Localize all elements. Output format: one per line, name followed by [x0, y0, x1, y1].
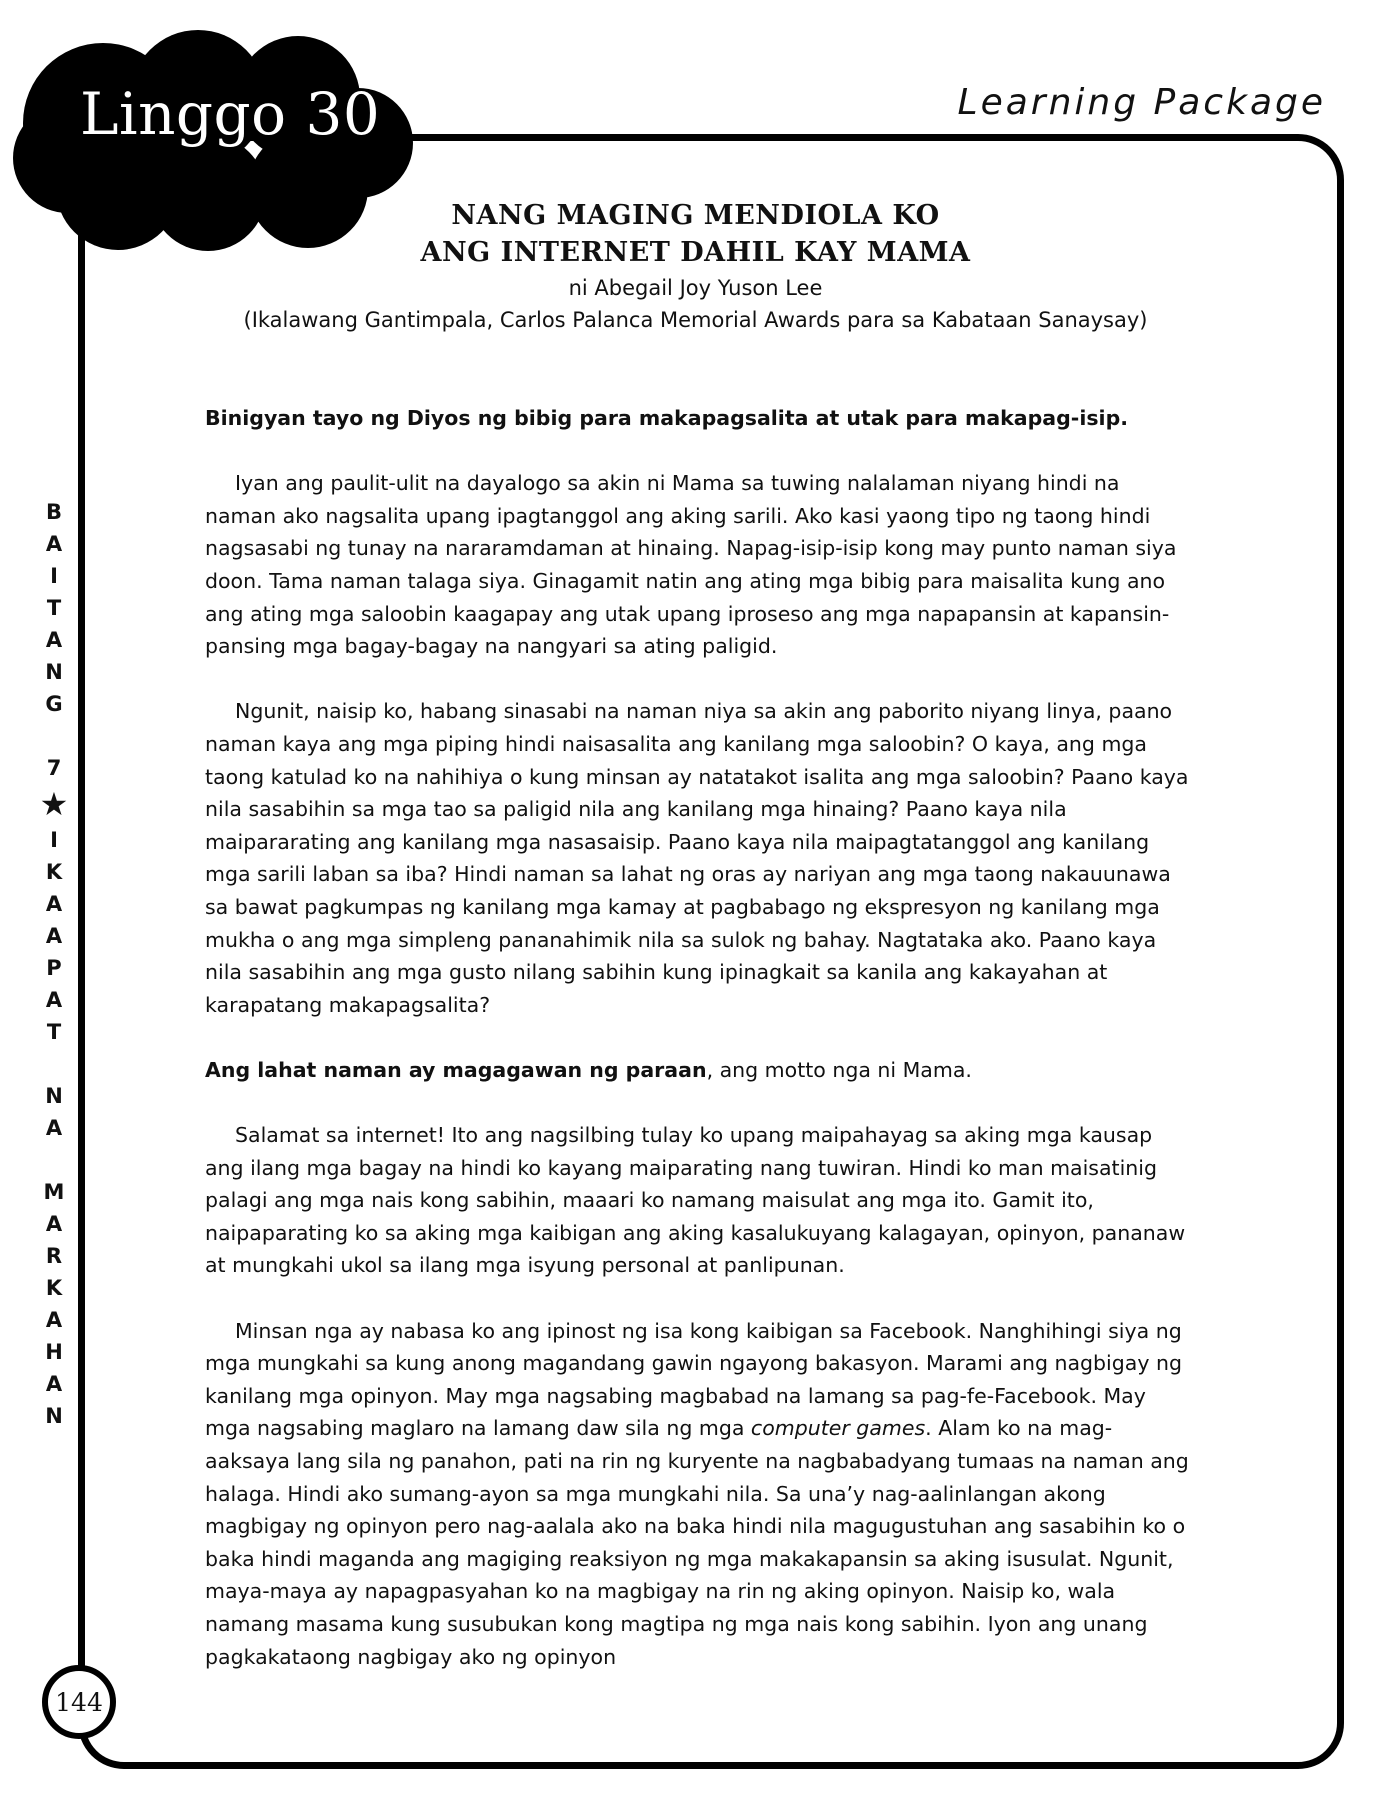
essay-title-line-1: NANG MAGING MENDIOLA KO: [451, 200, 940, 231]
motto-bold: Ang lahat naman ay magagawan ng paraan: [205, 1057, 707, 1082]
motto-line: [205, 1054, 1190, 1087]
sidebar-letter: A: [45, 988, 63, 1012]
sidebar-letter: K: [45, 1276, 63, 1300]
sidebar-letter: N: [45, 1404, 63, 1428]
essay-award: (Ikalawang Gantimpala, Carlos Palanca Memorial Awards para sa Kabataan Sanaysay): [243, 308, 1148, 332]
paragraph: Salamat sa internet! Ito ang nagsilbing tulay ko upang maipahayag sa aking mga kausap ang ilang mga bagay na hindi ko kayang maiparating nang tuwiran. Hindi ko man maisatinig palagi ang mga nais kong sabihin, maaari ko namang maisulat ang mga ito. Gamit ito, naipaparating ko sa aking mga kaibigan ang aking kasalukuyang kalagayan, opinyon, pananaw at mungkahi ukol sa ilang mga isyung personal at panlipunan.: [205, 1123, 1186, 1278]
paragraph: Iyan ang paulit-ulit na dayalogo sa akin ni Mama sa tuwing nalalaman niyang hindi na naman ako nagsalita upang ipagtanggol ang aking sarili. Ako kasi yaong tipo ng taong hindi nagsasabi ng tunay na nararamdaman at hinaing. Napag-isip-isip kong may punto naman siya doon. Tama naman talaga siya. Ginagamit natin ang ating mga bibig para maisalita kung ano ang ating mga saloobin kaagapay ang utak upang iproseso ang mga napapansin at kapansin-pansing mga bagay-bagay na nangyari sa ating paligid.: [205, 471, 1177, 659]
sidebar-letter: P: [46, 956, 62, 980]
sidebar-letter: 7: [46, 756, 62, 780]
italic-term: computer games: [750, 1416, 926, 1441]
sidebar-letter: A: [45, 924, 63, 948]
sidebar-letter: B: [45, 500, 62, 524]
sidebar-letter: A: [45, 1116, 63, 1140]
sidebar-letter: A: [45, 628, 63, 652]
sidebar-letter: T: [46, 596, 62, 620]
sidebar-letter: K: [45, 860, 63, 884]
sidebar-letter: A: [45, 1308, 63, 1332]
week-title: Linggo 30: [80, 80, 381, 148]
sidebar-letter: G: [45, 692, 63, 716]
sidebar-letter: A: [45, 1372, 63, 1396]
paragraph: [205, 1315, 1190, 1674]
sidebar-letter: I: [50, 828, 58, 852]
star-icon: ★: [39, 785, 69, 823]
page-number: 144: [42, 1665, 116, 1739]
sidebar-letter: M: [43, 1180, 65, 1204]
sidebar-letter: A: [45, 892, 63, 916]
essay-title-line-2: ANG INTERNET DAHIL KAY MAMA: [420, 237, 971, 268]
essay-author: ni Abegail Joy Yuson Lee: [568, 276, 823, 300]
sidebar-letter: N: [45, 660, 63, 684]
sidebar-letter: T: [46, 1020, 62, 1044]
sidebar-letter: A: [45, 1212, 63, 1236]
sidebar-letter: N: [45, 1084, 63, 1108]
paragraph-text: Minsan nga ay nabasa ko ang ipinost ng isa kong kaibigan sa Facebook. Nanghihingi siya ng mga mungkahi sa kung anong magandang gawin ngayong bakasyon. Marami ang nagbigay ng kanilang mga opinyon. May mga nagsabing magbabad na lamang sa pag-fe-Facebook. May mga nagsabing maglaro na lamang daw sila ng mga: [205, 1318, 1182, 1441]
paragraph: Ngunit, naisip ko, habang sinasabi na naman niya sa akin ang paborito niyang linya, paano naman kaya ang mga piping hindi naisasalita ang kanilang mga saloobin? O kaya, ang mga taong katulad ko na nahihiya o kung minsan ay natatakot isalita ang mga saloobin? Paano kaya nila sasabihin sa mga tao sa paligid nila ang kanilang mga hinaing? Paano kaya nila maipararating ang kanilang mga nasasaisip. Paano kaya nila maipagtatanggol ang kanilang mga sarili laban sa iba? Hindi naman sa lahat ng oras ay nariyan ang mga taong nakauunawa sa bawat pagkumpas ng kanilang mga kamay at pagbabago ng ekspresyon ng kanilang mga mukha o ang mga simpleng pananahimik nila sa sulok ng bahay. Nagtataka ako. Paano kaya nila sasabihin ang mga gusto nilang sabihin kung ipinagkait sa kanila ang kakayahan at karapatang makapagsalita?: [205, 699, 1189, 1017]
sidebar-letter: I: [50, 564, 58, 588]
motto-rest: , ang motto nga ni Mama.: [706, 1057, 972, 1082]
opening-line: Binigyan tayo ng Diyos ng bibig para makapagsalita at utak para makapag-isip.: [205, 406, 1129, 430]
grade-quarter-sidebar: [36, 496, 72, 1432]
sidebar-letter: R: [45, 1244, 63, 1268]
sidebar-letter: A: [45, 532, 63, 556]
learning-package-label: Learning Package: [957, 82, 1326, 123]
paragraph-text: . Alam ko na mag-aaksaya lang sila ng panahon, pati na rin ng kuryente na nagbabadyang tumaas na naman ang halaga. Hindi ako sumang-ayon sa mga mungkahi nila. Sa una’y nag-aalinlangan akong magbigay ng opinyon pero nag-aalala ako na baka hindi nila magugustuhan ang sasabihin ko o baka hindi maganda ang magiging reaksiyon ng mga makakapansin sa aking isusulat. Ngunit, maya-maya ay napagpasyahan ko na magbigay na rin ng aking opinyon. Naisip ko, wala namang masama kung susubukan kong magtipa ng mga nais kong sabihin. Iyon ang unang pagkakataong nagbigay ako ng opinyon: [205, 1416, 1189, 1669]
essay-body: [205, 402, 1190, 1706]
sidebar-letter: H: [45, 1340, 63, 1364]
